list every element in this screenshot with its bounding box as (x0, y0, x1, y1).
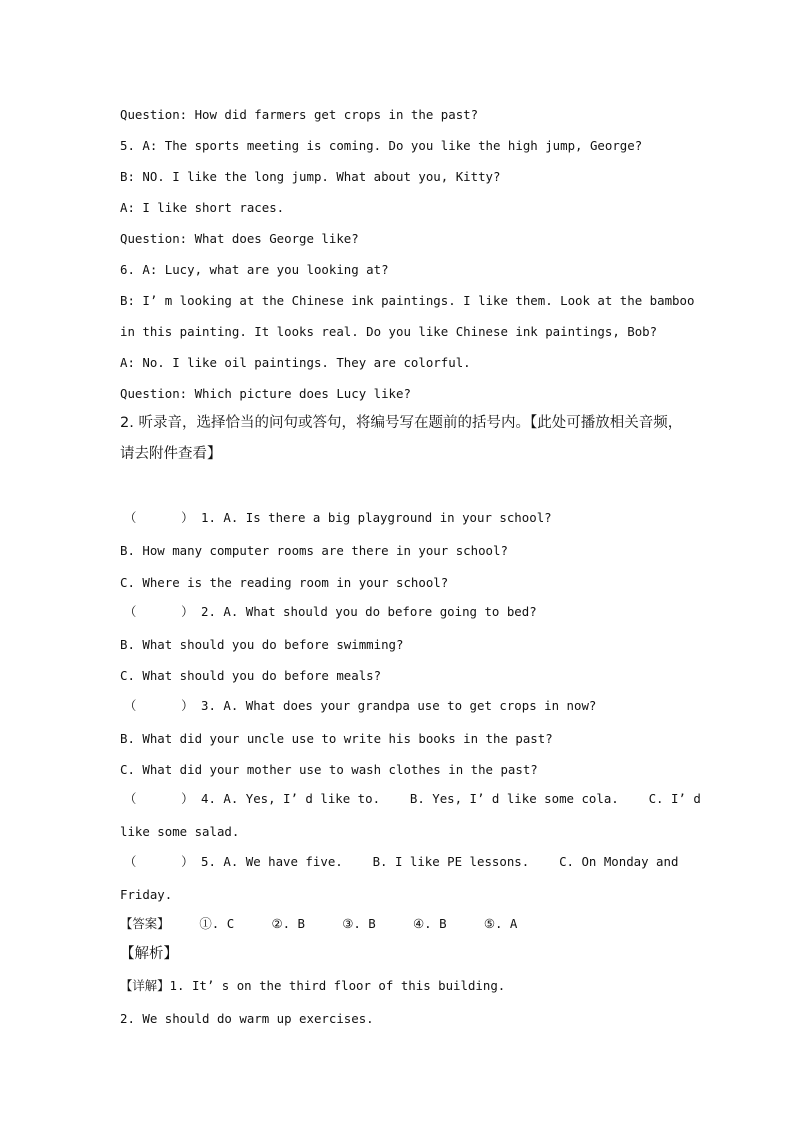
item-5-options: （ ） 5. A. We have five. B. I like PE lessons. C. On Monday and (124, 854, 679, 869)
dialog-5-line-a2: A: I like short races. (120, 200, 285, 215)
dialog-5-line-b: B: NO. I like the long jump. What about you, Kitty? (120, 169, 501, 184)
section-2-instruction: 2. 听录音，选择恰当的问句或答句，将编号写在题前的括号内。【此处可播放相关音频， (120, 415, 683, 431)
item-1-option-c: C. Where is the reading room in your school? (120, 575, 449, 590)
dialog-6-line-b-cont: in this painting. It looks real. Do you like Chinese ink paintings, Bob? (120, 324, 658, 339)
listening-question-4-question: Question: How did farmers get crops in the past? (120, 107, 479, 122)
item-3-option-a: （ ） 3. A. What does your grandpa use to get crops in now? (124, 698, 597, 713)
item-5-options-cont: Friday. (120, 887, 173, 902)
item-3-option-b: B. What did your uncle use to write his books in the past? (120, 731, 553, 746)
dialog-5-line-a: 5. A: The sports meeting is coming. Do you like the high jump, George? (120, 138, 643, 153)
item-3-option-c: C. What did your mother use to wash clothes in the past? (120, 762, 538, 777)
item-2-option-c: C. What should you do before meals? (120, 668, 382, 683)
answer-line: 【答案】 ①. C ②. B ③. B ④. B ⑤. A (120, 916, 518, 931)
dialog-6-line-a: 6. A: Lucy, what are you looking at? (120, 262, 389, 277)
item-1-option-b: B. How many computer rooms are there in your school? (120, 543, 508, 558)
item-1-option-a: （ ） 1. A. Is there a big playground in your school? (124, 510, 552, 525)
dialog-6-line-a2: A: No. I like oil paintings. They are colorful. (120, 355, 471, 370)
item-2-option-b: B. What should you do before swimming? (120, 637, 404, 652)
dialog-5-question: Question: What does George like? (120, 231, 359, 246)
analysis-heading: 【解析】 (120, 946, 178, 962)
item-4-options-cont: like some salad. (120, 824, 240, 839)
detail-line-2: 2. We should do warm up exercises. (120, 1011, 374, 1026)
section-2-instruction-cont: 请去附件查看】 (120, 446, 222, 462)
dialog-6-line-b: B: I’ m looking at the Chinese ink paintings. I like them. Look at the bamboo (120, 293, 695, 308)
item-2-option-a: （ ） 2. A. What should you do before going to bed? (124, 604, 537, 619)
dialog-6-question: Question: Which picture does Lucy like? (120, 386, 411, 401)
detail-line-1: 【详解】1. It’ s on the third floor of this building. (120, 978, 506, 993)
item-4-options: （ ） 4. A. Yes, I’ d like to. B. Yes, I’ d like some cola. C. I’ d (124, 791, 701, 806)
